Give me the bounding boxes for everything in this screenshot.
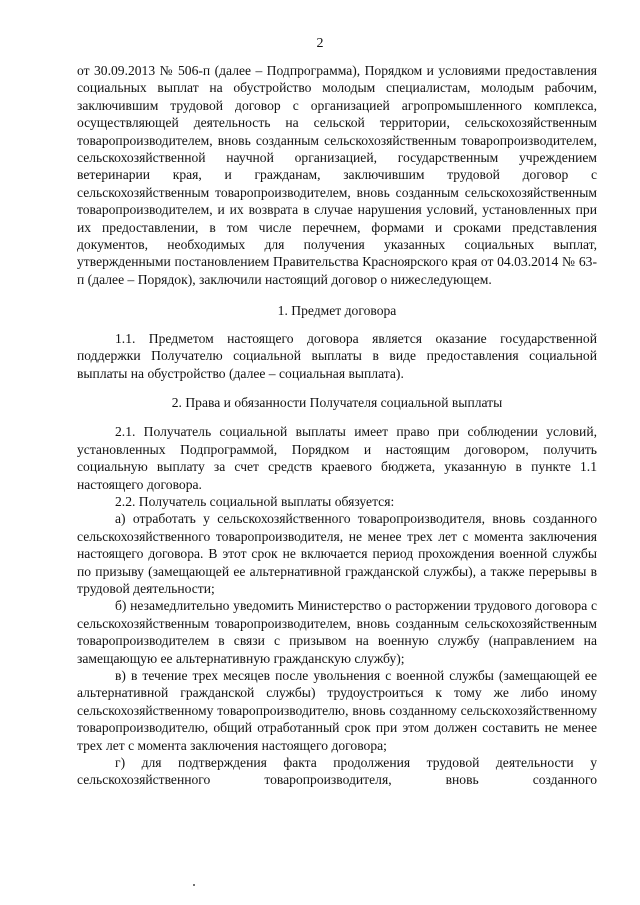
clause-2-2-v: в) в течение трех месяцев после увольнения с военной службы (замещающей ее альтернативной гражданской службы) трудоустроиться к тому же либо иному сельскохозяйственному товаропроизводителю, вновь созданному сельскохозяйственному товаропроизводителю, общий отработанный срок при этом должен составить не менее трех лет с момента заключения настоящего договора;	[77, 668, 597, 753]
clause-2-1: 2.1. Получатель социальной выплаты имеет право при соблюдении условий, установленных Подпрограммой, Порядком и настоящим договором, получить социальную выплату за счет средств краевого бюджета, указанную в пункте 1.1 настоящего договора.	[77, 424, 597, 492]
scan-speck	[193, 884, 195, 886]
clause-2-2-b: б) незамедлительно уведомить Министерство о расторжении трудового договора с сельскохозяйственным товаропроизводителем, вновь созданным сельскохозяйственным товаропроизводителем в связи с призывом на военную службу (направлением на замещающую ее альтернативную гражданскую службу);	[77, 598, 597, 666]
clause-2-2-a: а) отработать у сельскохозяйственного товаропроизводителя, вновь созданного сельскохозяйственного товаропроизводителя, не менее трех лет с момента заключения настоящего договора. В этот срок не включается период прохождения военной службы по призыву (замещающей ее альтернативной гражданской службы), а также перерывы в трудовой деятельности;	[77, 511, 597, 596]
clause-2-2-g: г) для подтверждения факта продолжения трудовой деятельности у сельскохозяйственного товаропроизводителя, вновь созданного	[77, 755, 597, 788]
intro-paragraph: от 30.09.2013 № 506-п (далее – Подпрограмма), Порядком и условиями предоставления социальных выплат на обустройство молодым специалистам, молодым рабочим, заключившим трудовой договор с организацией агропромышленного комплекса, осуществляющей деятельность на сельской территории, сельскохозяйственным товаропроизводителем, вновь созданным сельскохозяйственным товаропроизводителем, сельскохозяйственной научной организацией, государственным учреждением ветеринарии края, и гражданам, заключившим трудовой договор с сельскохозяйственным товаропроизводителем, вновь созданным сельскохозяйственным товаропроизводителем, и их возврата в случае нарушения условий, установленных при их предоставлении, в том числе перечнем, формами и сроками представления документов, необходимых для получения указанных социальных выплат, утвержденными постановлением Правительства Красноярского края от 04.03.2014 № 63-п (далее – Порядок), заключили настоящий договор о нижеследующем.	[77, 63, 597, 287]
section-2-heading: 2. Права и обязанности Получателя социальной выплаты	[171, 394, 503, 410]
section-1-heading: 1. Предмет договора	[277, 303, 397, 319]
clause-1-1: 1.1. Предметом настоящего договора является оказание государственной поддержки Получателю социальной выплаты в виде предоставления социальной выплаты на обустройство (далее – социальная выплата).	[77, 330, 597, 381]
document-body	[77, 62, 597, 789]
clause-2-2: 2.2. Получатель социальной выплаты обязуется:	[115, 493, 395, 509]
page-number: 2	[316, 36, 324, 51]
